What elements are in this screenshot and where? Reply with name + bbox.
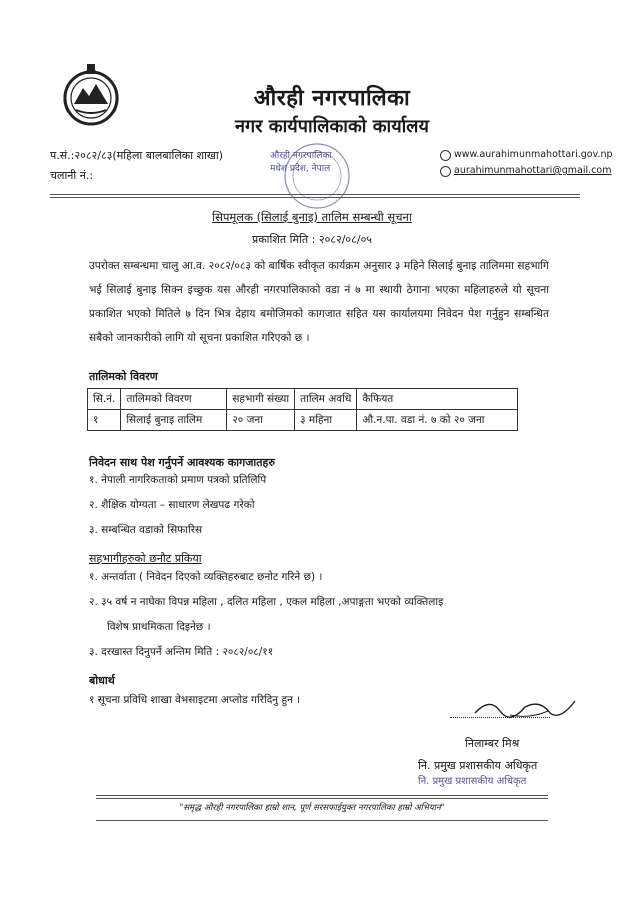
- stamp-line: औरही नगरपालिका: [270, 151, 332, 161]
- cc-heading: बोधार्थ: [89, 674, 115, 687]
- table-header: कैफियत: [357, 389, 518, 410]
- header-divider: [50, 197, 580, 198]
- signatory-name: निलाम्बर मिश्र: [465, 737, 520, 750]
- list-item: १ सूचना प्रविधि शाखा वेभसाइटमा अप्लोड गरिदिनु हुन ।: [89, 694, 301, 706]
- list-item: ३. सम्बन्धित वडाको सिफारिस: [89, 524, 203, 536]
- training-table: [87, 388, 518, 431]
- selection-heading: सहभागीहरुको छनौट प्रकिया: [89, 552, 202, 565]
- reference-number: प.सं.:२०८२/८३(महिला बालबालिका शाखा): [50, 149, 224, 162]
- documents-heading: निवेदन साथ पेश गर्नुपर्ने आवश्यक कागजातहरु: [89, 456, 275, 469]
- cc-list: [89, 688, 300, 713]
- training-heading: तालिमको विवरण: [89, 370, 158, 383]
- table-header-row: [88, 389, 518, 410]
- selection-list: [89, 565, 443, 665]
- list-item: १. नेपाली नागरिकताको प्रमाण पत्रको प्रतिलिपि: [89, 474, 267, 486]
- table-cell: सिलाई बुनाइ तालिम: [121, 410, 227, 431]
- signature-stamp: नि. प्रमुख प्रशासकीय अधिकृत: [418, 776, 527, 787]
- municipality-title: औरही नगरपालिका: [253, 86, 411, 111]
- signature-line: [450, 717, 550, 718]
- table-header: सहभागी संख्या: [227, 389, 295, 410]
- office-stamp: [270, 150, 332, 176]
- footer-divider: [96, 820, 548, 821]
- table-cell: ३ महिना: [295, 410, 357, 431]
- stamp-line: मधेश प्रदेश, नेपाल: [270, 164, 331, 174]
- list-item: २. ३५ वर्ष न नाघेका विपन्न महिला , दलित महिला , एकल महिला ,अपाङ्गता भएको व्यक्तिलाइ: [89, 596, 444, 608]
- table-cell: १: [88, 410, 121, 431]
- footer-divider: [96, 798, 548, 799]
- table-header: तालिमको विवरण: [121, 389, 227, 410]
- notice-subject: सिपमूलक (सिलाई बुनाइ) तालिम सम्बन्धी सूचना: [212, 210, 412, 224]
- signature-scrawl-icon: [470, 693, 580, 723]
- table-header: सि.नं.: [88, 389, 121, 410]
- reference-block: [50, 146, 223, 186]
- table-cell: २० जना: [227, 410, 295, 431]
- list-item: १. अन्तर्वाता ( निवेदन दिएको व्यक्तिहरुबाट छनोट गरिने छ) ।: [89, 571, 323, 583]
- email-icon: [440, 166, 451, 177]
- header-divider: [50, 194, 580, 195]
- table-header: तालिम अवधि: [295, 389, 357, 410]
- dispatch-number: चलानी नं.:: [50, 169, 94, 182]
- website-link[interactable]: www.aurahimunmahottari.gov.np: [454, 149, 613, 160]
- footer-slogan: "समृद्ध औरही नगरपालिका हाम्रो शान, पूर्ण सरसफाईयुक्त नगरपालिका हाम्रो अभियान": [179, 803, 445, 813]
- office-title: नगर कार्यपालिकाको कार्यालय: [235, 116, 429, 137]
- table-row: [88, 410, 518, 431]
- globe-icon: [440, 150, 451, 161]
- signatory-title: नि. प्रमुख प्रशासकीय अधिकृत: [418, 759, 538, 772]
- notice-body: उपरोक्त सम्बन्धमा चालु आ.व. २०८२/०८३ को बार्षिक स्वीकृत कार्यक्रम अनुसार ३ महिने सिलाई बुनाइ तालिममा सहभागि भई सिलाई बुनाइ सिक्न इच्छुक यस औरही नगरपालिकाको वडा नं ७ मा स्थायी ठेगाना भएका महिलाहरुले यो सूचना प्रकाशित भएको मितिले ७ दिन भित्र देहाय बमोजिमको कागजात सहित यस कार्यालयमा निवेदन पेश गर्नुहुन सम्बन्धित सबैको जानकारीको लागि यो सूचना प्रकाशित गरिएको छ ।: [89, 260, 549, 344]
- list-item: विशेष प्राथमिकता दिइनेछ ।: [107, 621, 211, 633]
- list-item: २. शैक्षिक योग्यता – साधारण लेखपढ गरेको: [89, 499, 255, 511]
- documents-list: [89, 468, 266, 543]
- list-item: ३. दरखास्त दिनुपर्ने अन्तिम मिति : २०८२/०८/११: [89, 646, 274, 658]
- footer-divider: [96, 795, 548, 796]
- email-link[interactable]: aurahimunmahottari@gmail.com: [454, 165, 612, 176]
- table-cell: औ.न.पा. वडा नं. ७ को २० जना: [357, 410, 518, 431]
- contact-block: [440, 147, 613, 179]
- publish-date: प्रकाशित मिति : २०८२/०८/०५: [251, 233, 373, 246]
